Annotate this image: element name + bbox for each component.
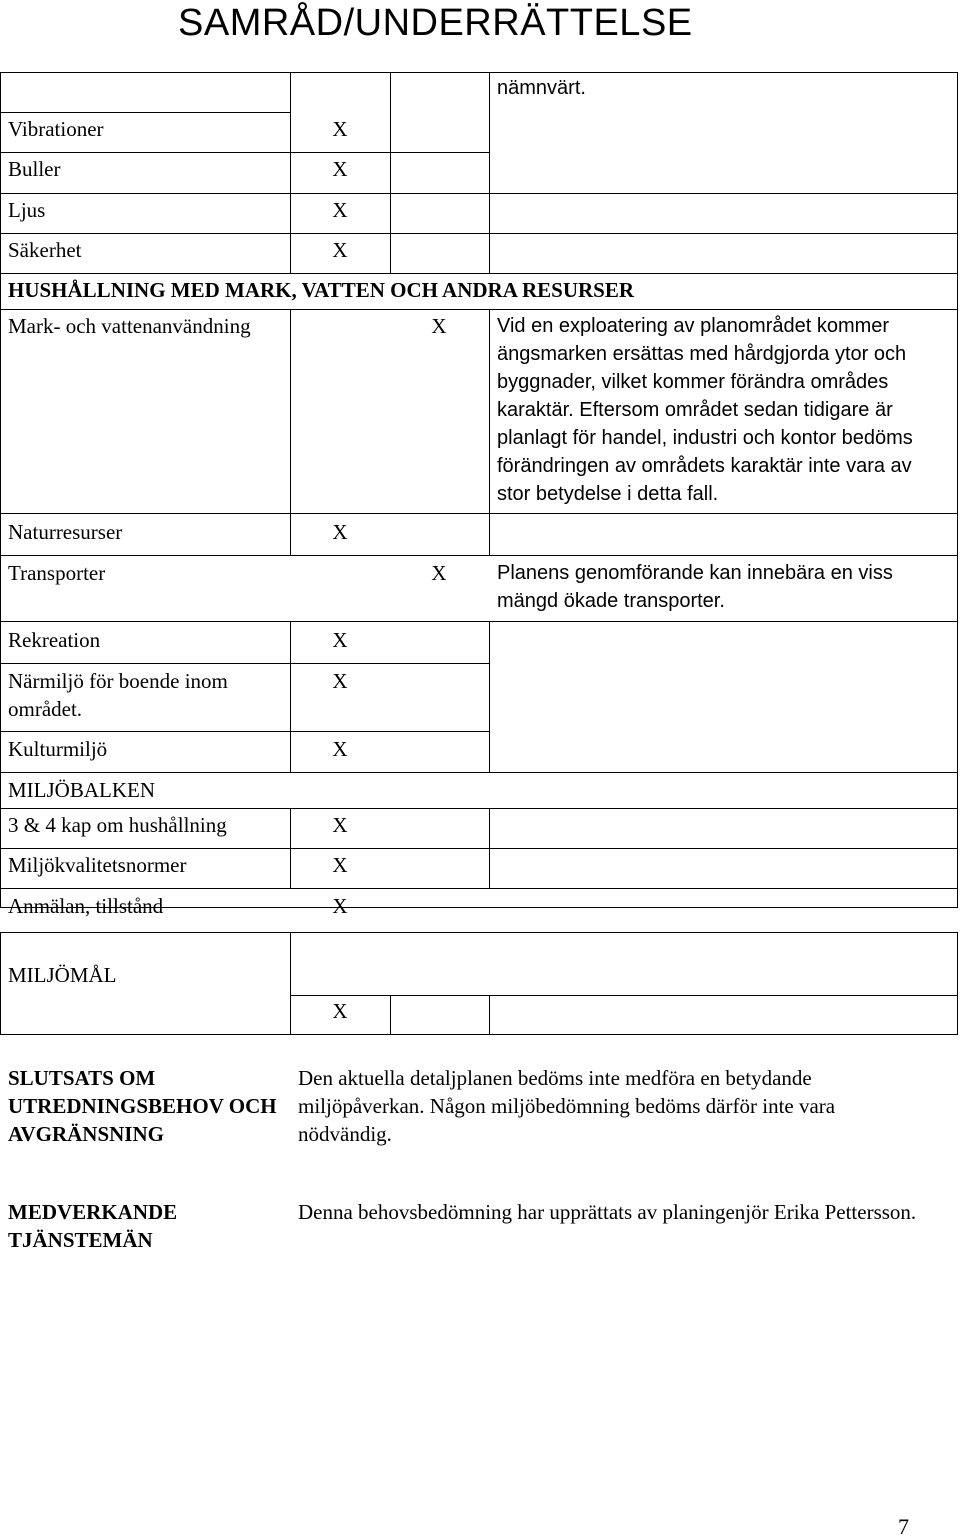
table-border-top <box>0 72 958 73</box>
row-label-vibrationer: Vibrationer <box>8 117 104 141</box>
check-mark: X <box>332 157 348 181</box>
check-mark: X <box>332 853 348 877</box>
check-mark: X <box>332 999 348 1023</box>
check-mark: X <box>431 561 447 585</box>
check-mark: X <box>431 314 447 338</box>
row-label-rekreation: Rekreation <box>8 628 101 652</box>
page-number: 7 <box>898 1514 909 1539</box>
row-label-sakerhet: Säkerhet <box>8 238 82 262</box>
row-label-hushallning: 3 & 4 kap om hushållning <box>8 813 227 837</box>
section-heading-resources: HUSHÅLLNING MED MARK, VATTEN OCH ANDRA RESURSER <box>8 278 635 302</box>
check-mark: X <box>332 117 348 141</box>
comment-mark-vatten: Vid en exploatering av planområdet kommer ängsmarken ersättas med hårdgjorda ytor och byggnader, vilket kommer förändra områdes karaktär. Eftersom området sedan tidigare är planlagt för handel, industri och kontor bedöms förändringen av områdets karaktär inte vara av stor betydelse i detta fall. <box>497 315 913 505</box>
top-note: nämnvärt. <box>497 77 586 99</box>
check-mark: X <box>332 628 348 652</box>
row-label-kulturmiljo: Kulturmiljö <box>8 737 108 761</box>
check-mark: X <box>332 520 348 544</box>
check-mark: X <box>332 238 348 262</box>
row-label-buller: Buller <box>8 157 61 181</box>
check-mark: X <box>332 894 348 918</box>
table-border-right <box>957 72 958 907</box>
row-label-narmiljo: Närmiljö för boende inom området. <box>8 669 228 721</box>
row-label-naturresurser: Naturresurser <box>8 520 123 544</box>
conclusion-heading: SLUTSATS OM UTREDNINGSBEHOV OCH AVGRÄNSNING <box>8 1066 277 1146</box>
row-label-miljokvalitetsnormer: Miljökvalitetsnormer <box>8 853 187 877</box>
check-mark: X <box>332 813 348 837</box>
comment-transporter: Planens genomförande kan innebära en viss mängd ökade transporter. <box>497 562 893 612</box>
row-label-ljus: Ljus <box>8 198 46 222</box>
check-mark: X <box>332 669 348 693</box>
section-heading-miljomal: MILJÖMÅL <box>8 963 117 987</box>
row-label-transporter: Transporter <box>8 561 106 585</box>
conclusion-text: Den aktuella detaljplanen bedöms inte medföra en betydande miljöpåverkan. Någon miljöbedömning bedöms därför inte vara nödvändig. <box>298 1066 836 1146</box>
page-title: SAMRÅD/UNDERRÄTTELSE <box>178 2 693 44</box>
staff-text: Denna behovsbedömning har upprättats av planingenjör Erika Pettersson. <box>298 1200 917 1224</box>
row-label-mark-vatten: Mark- och vattenanvändning <box>8 314 251 338</box>
table-border-left <box>0 72 1 907</box>
check-mark: X <box>332 198 348 222</box>
section-heading-miljobalken: MILJÖBALKEN <box>8 778 155 802</box>
row-label-anmalan: Anmälan, tillstånd <box>8 894 164 918</box>
check-mark: X <box>332 737 348 761</box>
staff-heading: MEDVERKANDE TJÄNSTEMÄN <box>8 1200 178 1252</box>
